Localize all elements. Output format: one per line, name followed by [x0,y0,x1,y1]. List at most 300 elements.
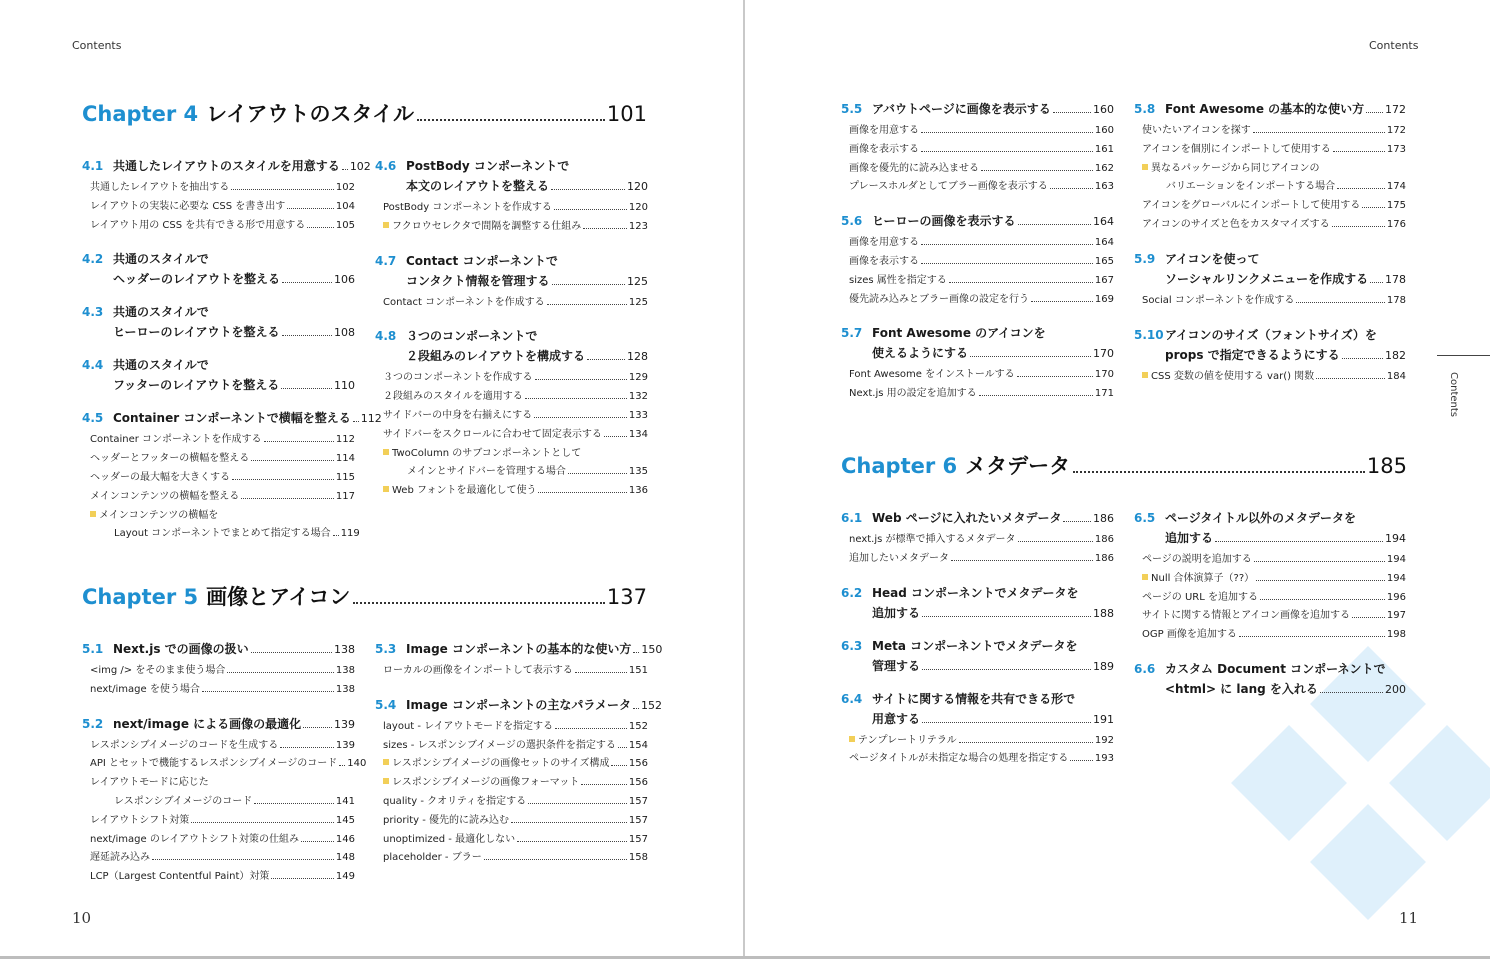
entry-title: LCP（Largest Contentful Paint）対策 [90,871,270,883]
section-page: 178 [1385,272,1406,286]
section-title-line [841,343,1114,364]
leader-dots [511,822,627,823]
section-number: 5.8 [1134,102,1156,116]
leader-dots [264,441,334,442]
entry-title: TwoColumn のサブコンポーネントとして [392,447,582,459]
spacer [1134,235,1406,249]
section-title: props で指定できるようにする [1165,347,1340,362]
section-number: 4.7 [375,253,397,268]
toc-section[interactable] [82,156,371,177]
leader-dots [251,460,334,461]
toc-entry[interactable] [1134,216,1406,235]
toc-section[interactable] [1134,659,1406,700]
entry-title: Font Awesome をインストールする [849,369,1015,381]
leader-dots [353,602,604,604]
section-page: 172 [1385,103,1406,116]
section-number: 6.2 [841,585,863,600]
entry-title: ページタイトルが未指定な場合の処理を指定する [849,753,1069,765]
spacer [1134,311,1406,325]
toc-entry[interactable] [82,198,355,217]
entry-title: PostBody コンポーネントを作成する [383,202,552,213]
toc-section[interactable] [841,323,1114,364]
note-bullet-icon [90,511,96,517]
chapter-label: Chapter 5 [82,585,199,609]
section-title-line [82,302,355,322]
entry-page: 152 [628,720,648,732]
section-title: コンタクト情報を管理する [406,273,550,288]
toc-entry[interactable] [82,662,355,681]
entry-page: 169 [1094,293,1114,305]
toc-entry[interactable] [82,793,355,812]
leader-dots [633,708,639,709]
toc-column [82,156,382,544]
section-page: 112 [360,412,382,426]
toc-section[interactable] [841,99,1114,120]
leader-dots [1053,112,1091,113]
entry-title: 画像を表示する [849,255,919,267]
section-title-line [1134,269,1406,290]
entry-page: 176 [1386,218,1406,230]
entry-title: フクロウセレクタで間隔を調整する仕組み [392,220,582,232]
entry-title: 画像を用意する [849,237,919,249]
toc-entry[interactable] [375,831,648,850]
toc-entry[interactable] [841,141,1114,160]
entry-page: 115 [335,471,355,483]
leader-dots [1063,521,1091,522]
toc-entry[interactable] [1134,292,1406,311]
spacer [82,398,355,408]
toc-entry[interactable] [375,294,648,313]
leader-dots [949,282,1093,283]
entry-title: 遅延読み込み [90,852,150,864]
entry-page: 123 [628,220,648,232]
section-title-line [841,323,1114,343]
chapter-6-heading[interactable] [841,450,1407,480]
entry-page: 146 [335,833,355,845]
toc-entry[interactable] [1134,368,1406,387]
section-number: 4.8 [375,329,397,344]
toc-entry[interactable] [841,291,1114,310]
toc-entry[interactable] [375,388,648,407]
spacer [82,345,355,355]
leader-dots [970,356,1091,357]
section-number: 5.7 [841,326,863,341]
toc-entry[interactable] [841,750,1114,769]
toc-entry[interactable] [82,868,355,887]
section-title-line [375,639,663,660]
entry-page: 197 [1386,610,1406,622]
toc-entry[interactable] [375,482,648,501]
section-number: 5.3 [375,642,397,656]
section-title-line [841,709,1114,730]
leader-dots [1362,207,1385,208]
leader-dots [534,417,627,418]
leader-dots [1337,188,1385,189]
leader-dots [538,492,626,493]
toc-entry[interactable] [1134,626,1406,645]
toc-entry[interactable] [1134,607,1406,626]
leader-dots [227,672,334,673]
entry-page: 164 [1094,237,1114,249]
toc-entry[interactable] [1134,589,1406,608]
section-title: 共通のスタイルで [113,252,209,267]
section-title: サイトに関する情報を共有できる形で [872,691,1076,706]
spacer [82,700,355,714]
section-title: ２段組みのレイアウトを構成する [406,349,586,364]
section-title-line [82,639,355,660]
toc-entry[interactable] [82,681,355,700]
toc-entry[interactable] [841,272,1114,291]
toc-entry[interactable] [1134,178,1406,197]
section-title-line [841,508,1114,529]
toc-section[interactable] [82,639,355,660]
section-title-line [841,656,1114,677]
decoration-diamond [1231,725,1347,841]
toc-entry[interactable] [82,507,355,526]
entry-title: レイアウトシフト対策 [90,814,190,826]
leader-dots [517,841,627,842]
toc-entry[interactable] [841,160,1114,179]
toc-section[interactable] [841,689,1114,730]
leader-dots [333,535,339,536]
toc-column [375,156,648,501]
entry-page: 198 [1386,629,1406,641]
leader-dots [922,616,1091,617]
toc-section[interactable] [375,156,648,197]
section-title-line [1134,508,1406,528]
section-title: 用意する [872,711,921,726]
toc-section[interactable] [1134,249,1406,290]
section-number: 6.1 [841,511,863,525]
entry-page: 170 [1094,369,1114,381]
entry-title: テンプレートリテラル [858,734,957,746]
leader-dots [191,822,334,823]
leader-dots [611,765,626,766]
toc-entry[interactable] [375,774,648,793]
toc-section[interactable] [375,251,648,292]
entry-title: priority - 優先的に読み込む [383,814,510,826]
toc-entry[interactable] [82,469,355,488]
entry-page: 157 [628,795,648,807]
toc-section[interactable] [82,355,355,396]
entry-page: 165 [1094,255,1114,267]
leader-dots [1050,188,1093,189]
toc-entry[interactable] [82,849,355,868]
toc-entry[interactable] [375,755,648,774]
decoration-diamond [1389,725,1490,841]
toc-entry[interactable] [82,812,355,831]
entry-title: 異なるパッケージから同じアイコンの [1151,162,1320,174]
entry-title: CSS 変数の値を使用する var() 関数 [1151,370,1315,382]
section-page: 188 [1093,606,1114,620]
toc-entry[interactable] [82,217,355,236]
toc-entry[interactable] [375,407,648,426]
toc-entry[interactable] [375,793,648,812]
toc-entry[interactable] [375,199,648,218]
entry-page: 117 [335,490,355,502]
section-number: 5.4 [375,697,397,712]
section-title-line [82,714,355,735]
toc-entry[interactable] [82,525,360,544]
toc-entry[interactable] [375,463,648,482]
leader-dots [251,652,332,653]
section-title: 追加する [872,605,921,620]
toc-section[interactable] [375,326,648,367]
toc-entry[interactable] [375,718,648,737]
section-page: 194 [1385,532,1406,545]
note-bullet-icon [383,778,389,784]
section-number: 6.6 [1134,661,1156,676]
section-page: 182 [1385,348,1406,362]
toc-entry[interactable] [375,662,648,681]
toc-entry[interactable] [841,253,1114,272]
entry-page: 138 [335,665,355,676]
toc-entry[interactable] [1134,160,1406,179]
toc-entry[interactable] [841,178,1114,197]
section-number: 5.5 [841,102,863,116]
leader-dots [921,263,1093,264]
section-title-line [375,695,663,716]
chapter-4-heading[interactable] [82,98,647,128]
toc-entry[interactable] [1134,197,1406,216]
toc-entry[interactable] [375,812,648,831]
section-title: Web ページに入れたいメタデータ [872,511,1062,525]
section-page: 200 [1385,682,1406,696]
toc-entry[interactable] [841,531,1114,550]
entry-title: ヘッダーとフッターの横幅を整える [90,453,250,465]
section-title: 管理する [872,658,921,673]
section-page: 139 [334,717,355,731]
toc-entry[interactable] [82,774,355,793]
spacer [1134,645,1406,659]
entry-page: 102 [335,182,355,193]
toc-section[interactable] [375,695,663,716]
section-title: カスタム Document コンポーネントで [1165,661,1386,676]
toc-section[interactable] [841,583,1114,624]
leader-dots [484,859,627,860]
entry-page: 129 [628,372,648,384]
spacer [841,197,1114,211]
leader-dots [152,859,334,860]
section-title-line [375,346,648,367]
section-title-line [841,211,1114,232]
entry-title: 共通したレイアウトを抽出する [90,182,230,193]
entry-title: レイアウトの実装に必要な CSS を書き出す [90,200,286,212]
section-page: 106 [334,273,355,287]
entry-title: ２段組みのスタイルを適用する [383,391,523,403]
leader-dots [1031,301,1093,302]
entry-page: 167 [1094,274,1114,286]
section-number: 6.5 [1134,511,1156,525]
toc-section[interactable] [82,302,355,343]
toc-entry[interactable] [82,431,355,450]
note-bullet-icon [1142,574,1148,580]
toc-entry[interactable] [841,385,1114,404]
entry-page: 133 [628,409,648,421]
leader-dots [307,227,334,228]
toc-entry[interactable] [841,122,1114,141]
entry-page: 158 [628,852,648,864]
leader-dots [1070,760,1093,761]
section-title-line [82,269,355,290]
leader-dots [1332,226,1385,227]
entry-title: ３つのコンポーネントを作成する [383,372,533,384]
section-title: ページタイトル以外のメタデータを [1165,511,1357,525]
toc-entry[interactable] [82,831,355,850]
toc-entry[interactable] [82,488,355,507]
entry-page: 172 [1386,125,1406,136]
toc-section[interactable] [1134,508,1406,549]
entry-page: 171 [1094,388,1114,400]
section-page: 110 [334,379,355,393]
section-title: ヒーローの画像を表示する [872,214,1016,229]
section-number: 5.6 [841,214,863,229]
entry-title: OGP 画像を追加する [1142,629,1237,641]
section-title-line [82,375,355,396]
section-title: アバウトページに画像を表示する [872,102,1051,116]
toc-section[interactable] [841,636,1114,677]
leader-dots [547,304,627,305]
toc-section[interactable] [1134,99,1406,120]
section-title: フッターのレイアウトを整える [113,378,280,393]
entry-title: ローカルの画像をインポートして表示する [383,665,573,676]
entry-title: ページの URL を追加する [1142,591,1258,603]
entry-page: 193 [1094,753,1114,765]
entry-page: 120 [628,202,648,213]
entry-page: 186 [1094,552,1114,564]
toc-entry[interactable] [375,849,648,868]
page-number: 10 [72,909,92,927]
toc-entry[interactable] [841,366,1114,385]
leader-dots [583,228,627,229]
toc-entry[interactable] [1134,551,1406,570]
section-title: アイコンを使って [1165,251,1260,266]
toc-entry[interactable] [1134,570,1406,589]
entry-title: sizes 属性を指定する [849,274,947,286]
toc-entry[interactable] [82,737,355,756]
leader-dots [1254,561,1385,562]
toc-section[interactable] [1134,325,1406,366]
entry-title: 追加したいメタデータ [849,552,949,564]
entry-page: 178 [1386,294,1406,306]
leader-dots [1018,224,1091,225]
leader-dots [581,784,627,785]
toc-entry[interactable] [375,369,648,388]
toc-section[interactable] [375,639,663,660]
leader-dots [1260,599,1385,600]
leader-dots [339,765,345,766]
entry-page: 163 [1094,181,1114,193]
section-page: 191 [1093,712,1114,726]
entry-page: 134 [628,428,648,440]
toc-entry[interactable] [841,234,1114,253]
toc-entry[interactable] [841,550,1114,569]
chapter-label: Chapter 6 [841,454,958,478]
toc-entry[interactable] [375,218,648,237]
section-page: 170 [1093,347,1114,361]
toc-entry[interactable] [841,732,1114,751]
section-number: 4.5 [82,411,104,426]
entry-title: Next.js 用の設定を追加する [849,388,977,400]
chapter-5-heading[interactable] [82,581,647,611]
leader-dots [525,398,627,399]
toc-column [1134,508,1406,702]
toc-entry[interactable] [1134,141,1406,160]
leader-dots [1370,282,1383,283]
toc-entry[interactable] [375,737,648,756]
section-title: 共通したレイアウトのスタイルを用意する [113,159,340,173]
section-title-line [1134,345,1406,366]
section-page: 152 [641,698,663,712]
section-title-line [1134,659,1406,679]
entry-title: Null 合体演算子（??） [1151,572,1255,584]
entry-title: layout - レイアウトモードを指定する [383,720,553,732]
section-title-line [375,176,648,197]
toc-column [82,639,367,887]
entry-page: 135 [628,466,648,478]
spacer [841,569,1114,583]
entry-title: レイアウト用の CSS を共有できる形で用意する [90,219,306,231]
toc-entry[interactable] [82,179,355,198]
section-title: ヘッダーのレイアウトを整える [113,272,281,287]
section-title-line [82,355,355,375]
leader-dots [1239,636,1385,637]
spacer [841,679,1114,689]
section-number: 4.4 [82,358,104,373]
toc-section[interactable] [841,211,1114,232]
entry-page: 160 [1094,125,1114,136]
leader-dots [282,282,332,283]
page-number: 11 [1399,909,1419,927]
section-title: 共通のスタイルで [113,305,209,320]
leader-dots [575,672,627,673]
section-title-line [841,99,1114,120]
entry-title: next/image を使う場合 [90,683,200,695]
toc-entry[interactable] [82,755,367,774]
leader-dots [1296,302,1385,303]
section-title: ソーシャルリンクメニューを作成する [1165,271,1369,286]
spacer [841,309,1114,323]
section-title-line [82,156,371,177]
toc-section[interactable] [841,508,1114,529]
chapter-page: 137 [606,585,647,609]
leader-dots [1256,580,1385,581]
entry-title: アイコンをグローバルにインポートして使用する [1142,200,1361,212]
section-title-line [1134,249,1406,269]
section-page: 125 [627,274,648,288]
entry-title: next.js が標準で挿入するメタデータ [849,534,1016,545]
toc-entry[interactable] [82,450,355,469]
leader-dots [959,742,1093,743]
section-title-line [841,583,1114,603]
entry-title: メインコンテンツの横幅を [99,509,219,521]
entry-page: 175 [1386,200,1406,212]
entry-title: ヘッダーの最大幅を大きくする [90,471,230,483]
section-number: 5.2 [82,716,104,731]
section-title: Image コンポーネントの基本的な使い方 [406,642,632,656]
toc-column [841,508,1114,769]
toc-section[interactable] [82,408,382,429]
toc-section[interactable] [82,714,355,735]
running-header: Contents [72,39,122,52]
toc-entry[interactable] [1134,122,1406,141]
toc-section[interactable] [82,249,355,290]
entry-page: 194 [1386,572,1406,584]
toc-entry[interactable] [375,445,648,464]
section-number: 4.3 [82,305,104,320]
section-title-line [1134,325,1406,345]
toc-entry[interactable] [375,426,648,445]
